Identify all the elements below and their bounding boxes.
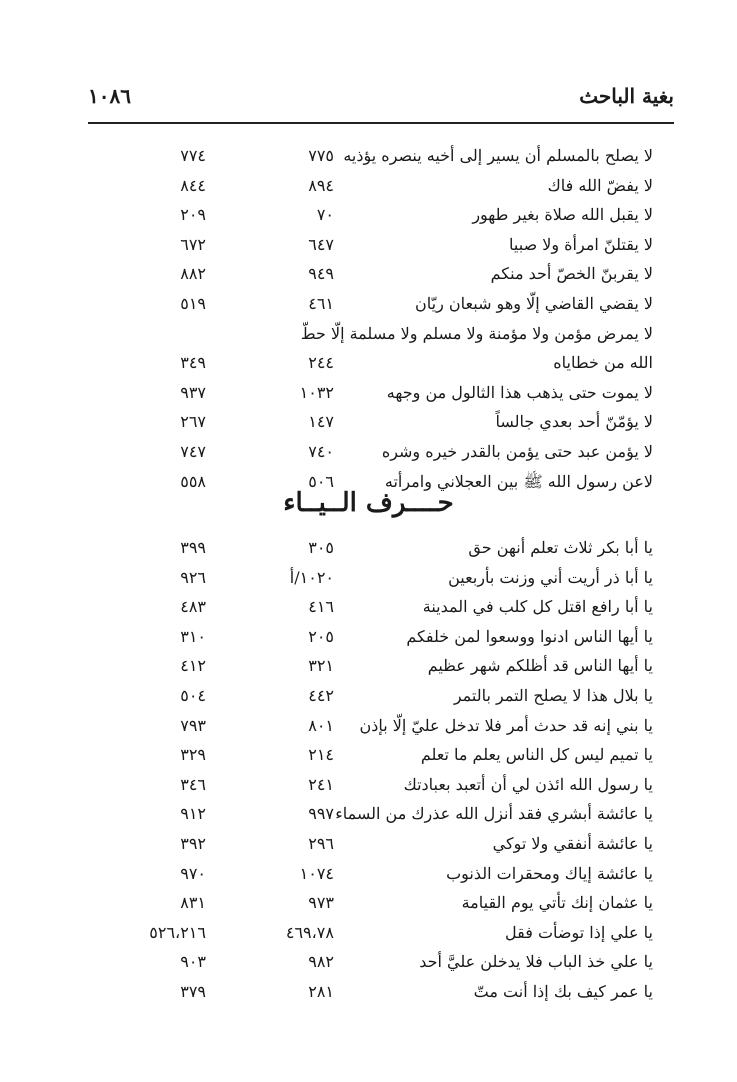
reference-number-secondary: ٣٩٩ — [180, 538, 206, 557]
reference-number-secondary: ٩٣٧ — [180, 382, 206, 402]
reference-number-primary: ٩٧٣ — [308, 893, 334, 913]
reference-number-secondary: ٣٤٦ — [180, 774, 206, 794]
index-row — [0, 231, 737, 259]
hadith-incipit: لا يقربنّ الخصّ أحد منكم — [490, 264, 653, 284]
index-row — [0, 290, 737, 318]
hadith-incipit: يا عائشة أبشري فقد أنزل الله عذرك من السماء — [335, 804, 653, 824]
hadith-incipit: يا عمر كيف بك إذا أنت متّ — [473, 982, 653, 1001]
hadith-incipit: لا يفضّ الله فاك — [547, 175, 653, 195]
reference-number-secondary: ٧٧٤ — [180, 146, 206, 165]
reference-number-primary: ٢٤١ — [308, 774, 334, 794]
hadith-incipit: يا رسول الله ائذن لي أن أتعبد بعبادتك — [403, 774, 653, 794]
reference-number-secondary: ٤١٢ — [180, 656, 206, 676]
index-row — [0, 260, 737, 288]
reference-number-primary: ٨٩٤ — [308, 175, 334, 195]
hadith-incipit: لا يصلح بالمسلم أن يسير إلى أخيه ينصره يؤذيه — [343, 146, 653, 165]
reference-number-secondary: ٢٦٧ — [180, 412, 206, 432]
hadith-incipit: يا علي إذا توضأت فقل — [505, 922, 653, 942]
reference-number-secondary: ٥٥٨ — [180, 471, 206, 491]
index-row — [0, 172, 737, 200]
reference-number-secondary: ٢٠٩ — [180, 205, 206, 225]
index-row — [0, 948, 737, 976]
index-row — [0, 379, 737, 407]
hadith-incipit: يا بلال هذا لا يصلح التمر بالتمر — [453, 686, 653, 705]
hadith-incipit: يا أبا بكر ثلاث تعلم أنهن حق — [468, 538, 653, 557]
reference-number-primary: ٢١٤ — [308, 745, 334, 765]
index-row — [0, 142, 737, 170]
hadith-incipit: لا يمرض مؤمن ولا مؤمنة ولا مسلم ولا مسلمة إلّا حطّ — [300, 323, 653, 343]
reference-number-secondary: ٧٤٧ — [180, 442, 206, 461]
index-row — [0, 712, 737, 740]
reference-number-secondary: ٣٤٩ — [180, 353, 206, 373]
reference-number-secondary: ٣١٠ — [180, 626, 206, 646]
reference-number-secondary: ٧٩٣ — [180, 715, 206, 735]
reference-number-secondary: ٥٠٤ — [180, 686, 206, 705]
section-heading-ya: حــــرف الــيــاء — [283, 488, 454, 518]
reference-number-primary: ٤٦٩،٧٨ — [285, 922, 334, 942]
hadith-incipit: الله من خطاياه — [553, 353, 653, 373]
index-row — [0, 860, 737, 888]
reference-number-secondary: ٨٨٢ — [180, 264, 206, 284]
reference-number-primary: ٢٨١ — [308, 982, 334, 1001]
reference-number-primary: ٤٦١ — [308, 294, 334, 313]
reference-number-primary: ٦٤٧ — [308, 234, 334, 254]
reference-number-secondary: ٩١٢ — [180, 804, 206, 824]
reference-number-secondary: ٩٧٠ — [180, 863, 206, 883]
reference-number-primary: ٣٠٥ — [308, 538, 334, 557]
reference-number-primary: ٧٧٥ — [308, 146, 334, 165]
index-row — [0, 889, 737, 917]
reference-number-secondary: ٤٨٣ — [180, 597, 206, 617]
book-title: بغية الباحث — [579, 84, 674, 108]
reference-number-primary: ١٠٣٢ — [299, 382, 334, 402]
reference-number-primary: ٥٠٦ — [308, 471, 334, 491]
reference-number-primary: ٢٩٦ — [308, 834, 334, 853]
hadith-incipit: يا أبا ذر أريت أني وزنت بأربعين — [448, 567, 653, 587]
reference-number-primary: ٢٠٥ — [308, 626, 334, 646]
index-row — [0, 534, 737, 562]
reference-number-primary: ٣٢١ — [308, 656, 334, 676]
index-row — [0, 771, 737, 799]
reference-number-primary: ١٠٢٠/أ — [289, 567, 334, 587]
reference-number-primary: ٧٤٠ — [308, 442, 334, 461]
reference-number-primary: ٢٤٤ — [308, 353, 334, 373]
reference-number-secondary: ٣٧٩ — [180, 982, 206, 1001]
index-row — [0, 349, 737, 377]
index-row — [0, 652, 737, 680]
index-row — [0, 919, 737, 947]
reference-number-primary: ٧٠ — [316, 205, 334, 225]
index-row — [0, 564, 737, 592]
hadith-incipit: لاعن رسول الله ﷺ بين العجلاني وامرأته — [384, 471, 653, 491]
reference-number-primary: ٨٠١ — [308, 715, 334, 735]
hadith-incipit: يا عائشة إياك ومحقرات الذنوب — [446, 863, 653, 883]
hadith-incipit: لا يقبل الله صلاة بغير طهور — [472, 205, 653, 225]
index-row — [0, 438, 737, 466]
header-divider — [88, 122, 674, 124]
reference-number-primary: ٩٤٩ — [308, 264, 334, 284]
hadith-incipit: لا يؤمن عبد حتى يؤمن بالقدر خيره وشره — [381, 442, 653, 461]
hadith-incipit: لا يؤمّنّ أحد بعدي جالساً — [495, 412, 653, 432]
hadith-incipit: يا علي خذ الباب فلا يدخلن عليَّ أحد — [419, 952, 653, 972]
index-row — [0, 682, 737, 710]
index-row — [0, 978, 737, 1006]
hadith-incipit: لا يموت حتى يذهب هذا الثالول من وجهه — [386, 382, 653, 402]
hadith-incipit: لا يقضي القاضي إلّا وهو شبعان ريّان — [415, 294, 653, 313]
reference-number-secondary: ٥١٩ — [180, 294, 206, 313]
index-row — [0, 623, 737, 651]
hadith-incipit: يا أبا رافع اقتل كل كلب في المدينة — [422, 597, 653, 617]
reference-number-secondary: ٣٢٩ — [180, 745, 206, 765]
index-row — [0, 800, 737, 828]
reference-number-secondary: ٨٣١ — [180, 893, 206, 913]
hadith-incipit: يا أيها الناس ادنوا ووسعوا لمن خلفكم — [406, 626, 653, 646]
reference-number-primary: ٤١٦ — [308, 597, 334, 617]
index-row — [0, 408, 737, 436]
hadith-incipit: يا بني إنه قد حدث أمر فلا تدخل عليّ إلّا بإذن — [359, 715, 653, 735]
reference-number-primary: ٩٨٢ — [308, 952, 334, 972]
index-row — [0, 320, 737, 348]
reference-number-secondary: ٦٧٢ — [180, 234, 206, 254]
page-number: ١٠٨٦ — [88, 84, 131, 108]
index-row — [0, 830, 737, 858]
reference-number-primary: ١٠٧٤ — [299, 863, 334, 883]
index-row — [0, 593, 737, 621]
hadith-incipit: يا أيها الناس قد أظلكم شهر عظيم — [427, 656, 653, 676]
reference-number-primary: ١٤٧ — [308, 412, 334, 432]
reference-number-primary: ٩٩٧ — [308, 804, 334, 824]
index-row — [0, 741, 737, 769]
hadith-incipit: يا تميم ليس كل الناس يعلم ما تعلم — [420, 745, 653, 765]
hadith-incipit: لا يقتلنّ امرأة ولا صبيا — [509, 234, 653, 254]
page-header — [88, 84, 674, 118]
hadith-incipit: يا عائشة أنفقي ولا توكي — [492, 834, 653, 853]
reference-number-secondary: ٥٢٦،٢١٦ — [149, 922, 206, 942]
reference-number-secondary: ٩٠٣ — [180, 952, 206, 972]
reference-number-secondary: ٨٤٤ — [180, 175, 206, 195]
reference-number-primary: ٤٤٢ — [308, 686, 334, 705]
hadith-incipit: يا عثمان إنك تأتي يوم القيامة — [461, 893, 653, 913]
reference-number-secondary: ٣٩٢ — [180, 834, 206, 853]
index-row — [0, 201, 737, 229]
reference-number-secondary: ٩٢٦ — [180, 567, 206, 587]
